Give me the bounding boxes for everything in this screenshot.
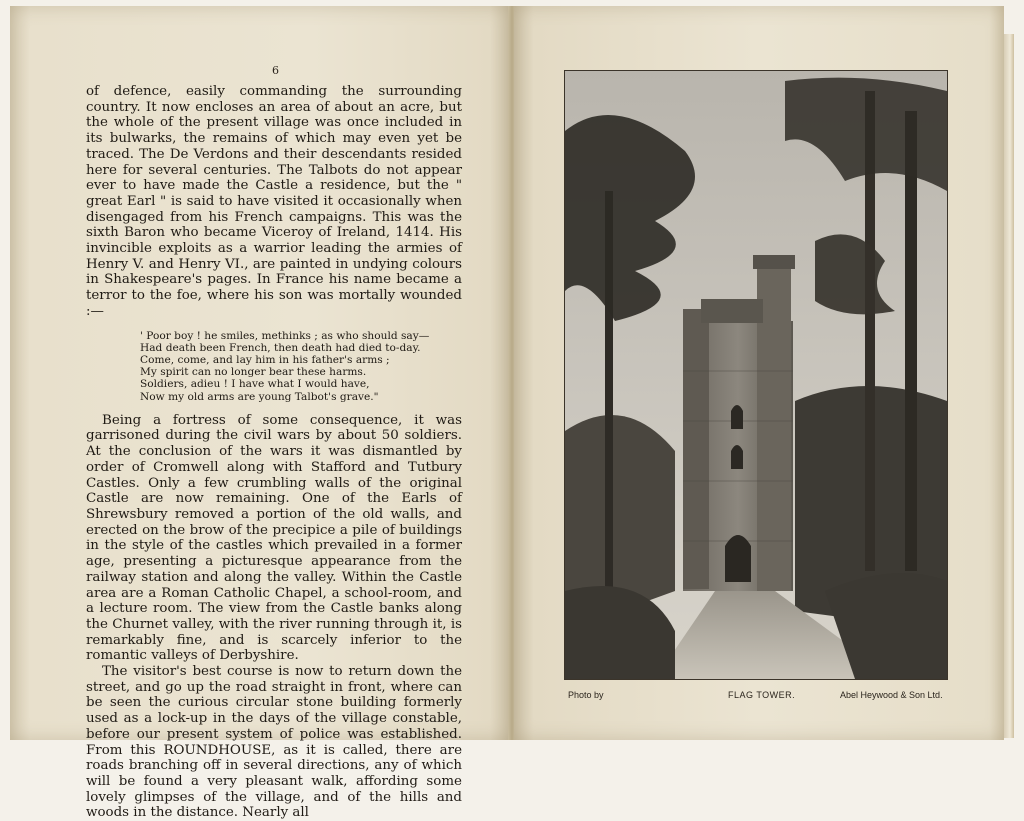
poem-line: Had death been French, then death had died to-day.	[140, 341, 421, 354]
tower-doorway	[725, 535, 751, 582]
poem-quote	[140, 330, 462, 403]
poem-line: My spirit can no longer bear these harms.	[140, 366, 367, 379]
photo-credit-name: Abel Heywood & Son Ltd.	[840, 690, 943, 700]
tower-parapet	[701, 299, 763, 323]
left-page	[10, 6, 510, 821]
page-number: 6	[272, 64, 279, 77]
photo-illustration	[565, 71, 947, 679]
flag-tower-photo	[564, 70, 948, 680]
paragraph-2: Being a fortress of some consequence, it was garrisoned during the civil wars by about 50 soldiers. At the conclusion of the wars it was dismantled by order of Cromwell along with Stafford and Tutbury Castles. Only a few crumbling walls of the original Castle are now remaining. One of the Earls of Shrewsbury removed a portion of the old walls, and erected on the brow of the precipice a pile of buildings in the style of the castles which prevailed in a former age, presenting a picturesque appearance from the railway station and along the valley. Within the Castle area are a Roman Catholic Chapel, a school-room, and a lecture room. The view from the Castle banks along the Churnet valley, with the river running through it, is remarkably fine, and is scarcely inferior to the romantic valleys of Derbyshire.	[86, 412, 462, 664]
tree-trunk	[905, 111, 917, 571]
turret-battlement	[753, 255, 795, 269]
poem-line: Come, come, and lay him in his father's arms ;	[140, 353, 390, 366]
tower-window	[731, 445, 743, 469]
poem-line: Soldiers, adieu ! I have what I would have,	[140, 378, 370, 391]
poem-line: ' Poor boy ! he smiles, methinks ; as who should say—	[140, 329, 430, 342]
photo-title: FLAG TOWER.	[728, 690, 796, 700]
tower-left-turret	[683, 309, 709, 589]
poem-line: Now my old arms are young Talbot's grave."	[140, 390, 379, 403]
paragraph-1: of defence, easily commanding the surrounding country. It now encloses an area of about an acre, but the whole of the present village was once included in its bulwarks, the remains of which may even yet be traced. The De Verdons and their descendants resided here for several centuries. The Talbots do not appear ever to have made the Castle a residence, but the " great Earl " is said to have visited it occasionally when disengaged from his French campaigns. This was the sixth Baron who became Viceroy of Ireland, 1414. His invincible exploits as a warrior leading the armies of Henry V. and Henry VI., are painted in undying colours in Shakespeare's pages. In France his name became a terror to the foe, where his son was mortally wounded :—	[86, 84, 462, 319]
photo-credit-label: Photo by	[568, 690, 604, 700]
paragraph-3: The visitor's best course is now to return down the street, and go up the road straight in front, where can be seen the curious circular stone building formerly used as a lock-up in the days of the village constable, before our present system of police was established. From this ROUNDHOUSE, as it is called, there are roads branching off in several directions, any of which will be found a very pleasant walk, affording some lovely glimpses of the village, and of the hills and woods in the distance. Nearly all	[86, 664, 462, 821]
tower-window	[731, 405, 743, 429]
page-edge	[1004, 34, 1014, 738]
body-text	[86, 84, 462, 821]
